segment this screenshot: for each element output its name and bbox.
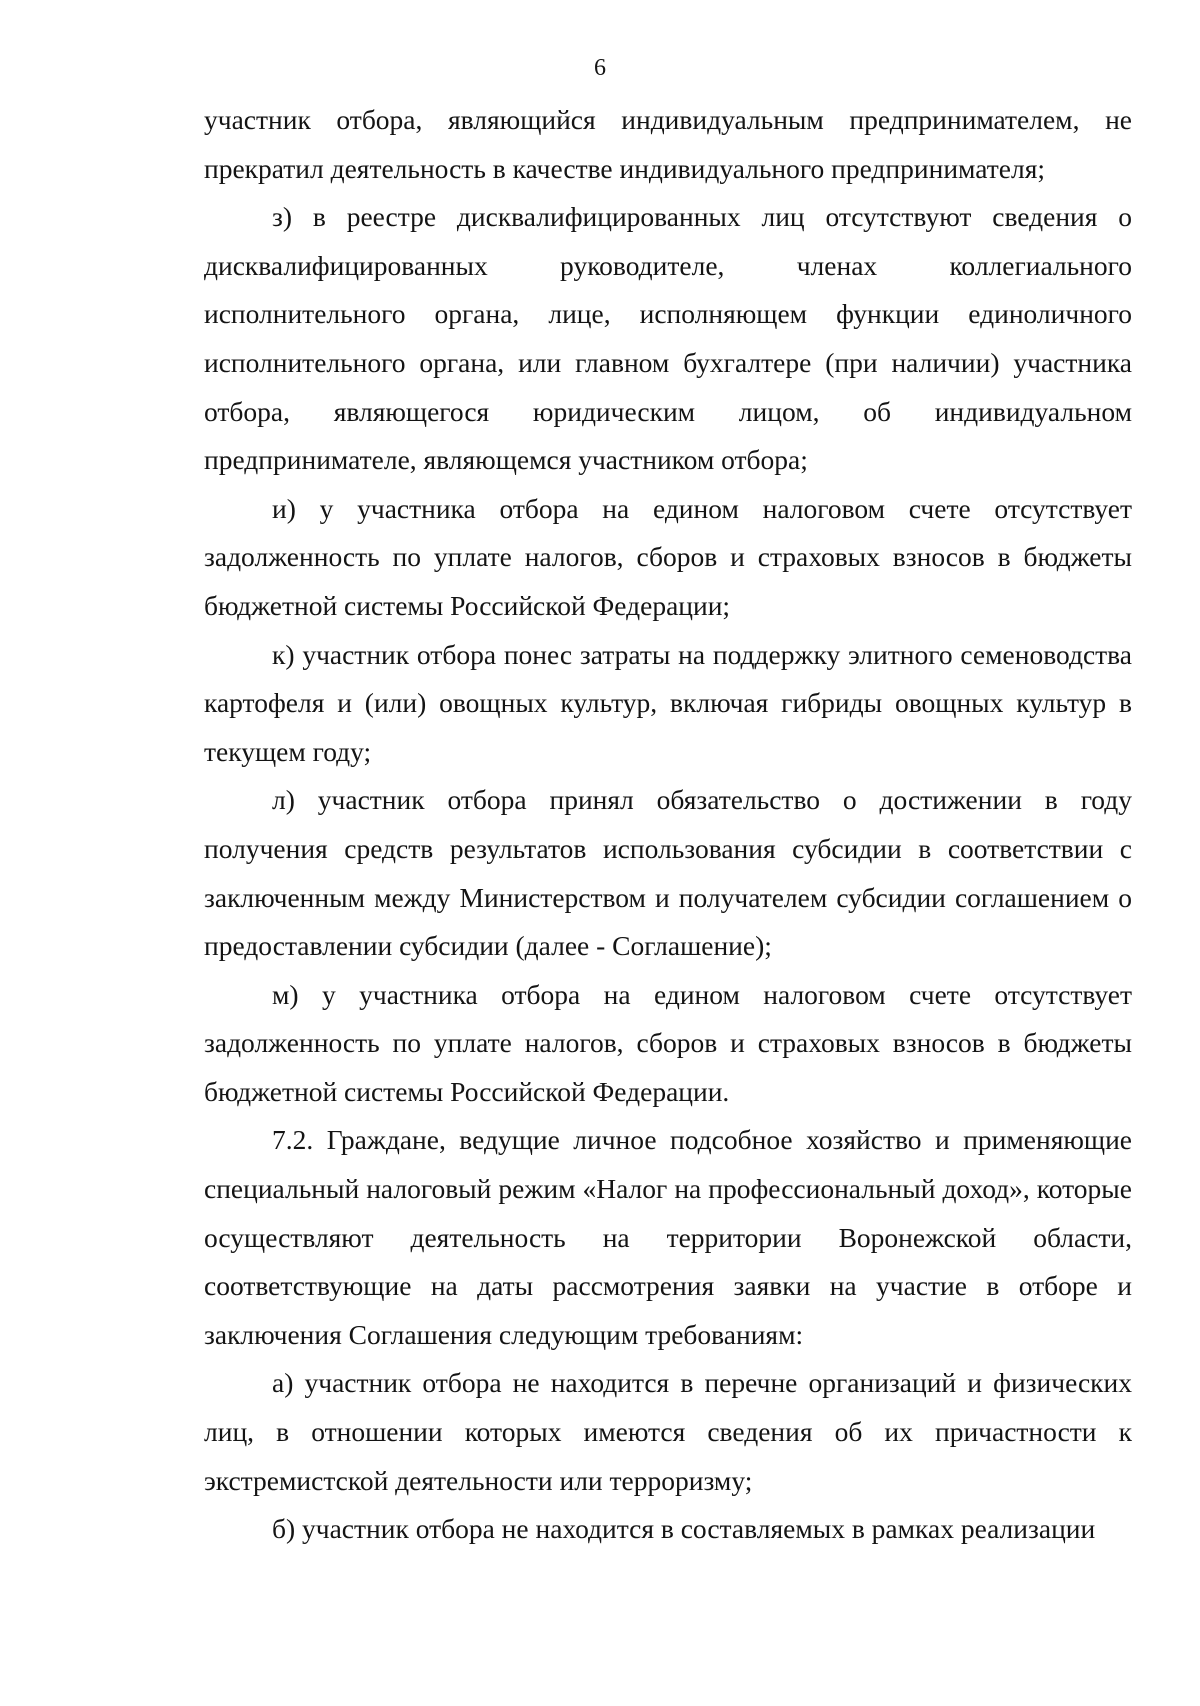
paragraph-item-m: м) у участника отбора на едином налоговом счете отсутствует задолженность по уплате налогов, сборов и страховых взносов в бюджеты бюджетной системы Российской Федерации. [204, 978, 1132, 1107]
paragraph-section-7-2: 7.2. Граждане, ведущие личное подсобное хозяйство и применяющие специальный налоговый режим «Налог на профессиональный доход», которые осуществляют деятельность на территории Воронежской области, соответствующие на даты рассмотрения заявки на участие в отборе и заключения Соглашения следующим требованиям: [204, 1124, 1132, 1350]
document-body [204, 96, 1132, 1554]
paragraph-item-a: а) участник отбора не находится в перечне организаций и физических лиц, в отношении которых имеются сведения об их причастности к экстремистской деятельности или терроризму; [204, 1367, 1132, 1496]
paragraph-item-l: л) участник отбора принял обязательство о достижении в году получения средств результатов использования субсидии в соответствии с заключенным между Министерством и получателем субсидии соглашением о предоставлении субсидии (далее - Соглашение); [204, 784, 1132, 962]
paragraph-item-b: б) участник отбора не находится в составляемых в рамках реализации [272, 1513, 1096, 1545]
paragraph-continuation: участник отбора, являющийся индивидуальным предпринимателем, не прекратил деятельность в качестве индивидуального предпринимателя; [204, 104, 1132, 184]
paragraph-item-z: з) в реестре дисквалифицированных лиц отсутствуют сведения о дисквалифицированных руководителе, членах коллегиального исполнительного органа, лице, исполняющем функции единоличного исполнительного органа, или главном бухгалтере (при наличии) участника отбора, являющегося юридическим лицом, об индивидуальном предпринимателе, являющемся участником отбора; [204, 201, 1132, 476]
paragraph-item-k: к) участник отбора понес затраты на поддержку элитного семеноводства картофеля и (или) овощных культур, включая гибриды овощных культур в текущем году; [204, 638, 1132, 767]
paragraph-item-i: и) у участника отбора на едином налоговом счете отсутствует задолженность по уплате налогов, сборов и страховых взносов в бюджеты бюджетной системы Российской Федерации; [204, 492, 1132, 621]
page-number: 6 [594, 55, 606, 81]
